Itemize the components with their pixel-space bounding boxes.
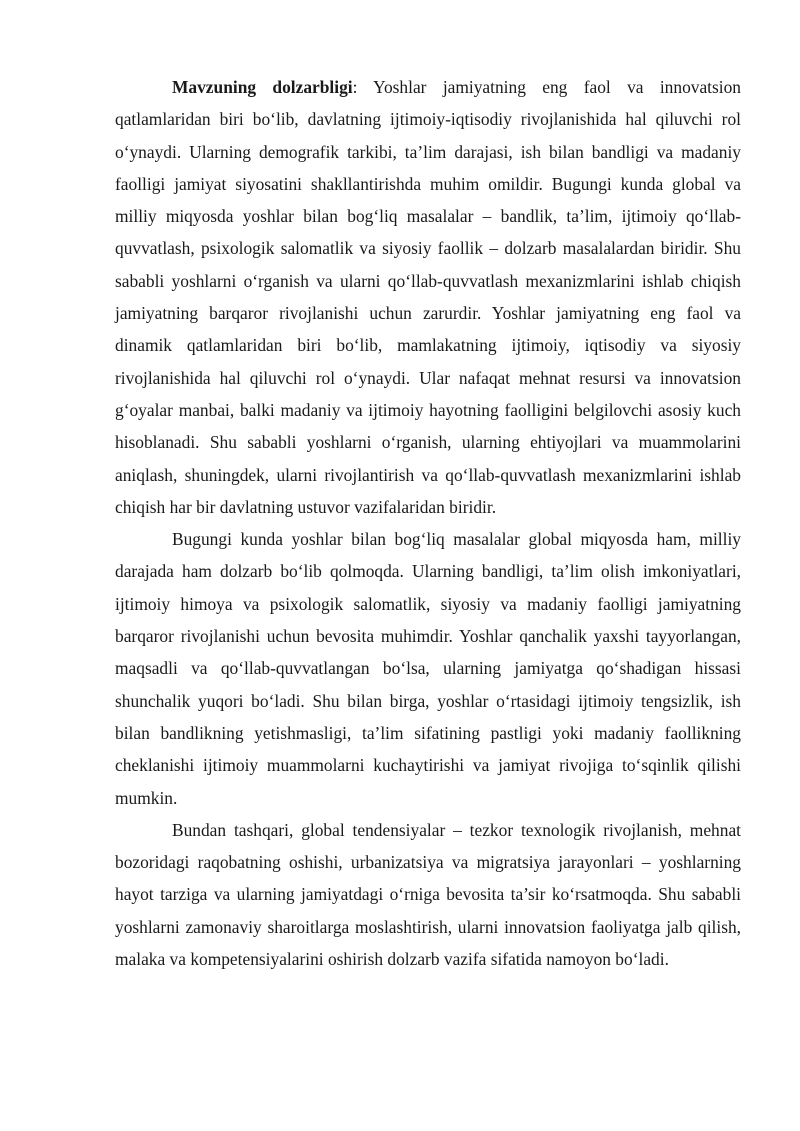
paragraph-1-text: Yoshlar jamiyatning eng faol va innovatsion qatlamlaridan biri bo‘lib, davlatning ijtimoiy-iqtisodiy rivojlanishida hal qiluvchi rol o‘ynaydi. Ularning demografik tarkibi, ta’lim darajasi, ish bilan bandligi va madaniy faolligi jamiyat siyosatini shakllantirishda muhim omildir. Bugungi kunda global va milliy miqyosda yoshlar bilan bog‘liq masalalar – bandlik, ta’lim, ijtimoiy qo‘llab-quvvatlash, psixologik salomatlik va siyosiy faollik – dolzarb masalalardan biridir. Shu sababli yoshlarni o‘rganish va ularni qo‘llab-quvvatlash mexanizmlarini ishlab chiqish jamiyatning barqaror rivojlanishi uchun zarurdir. Yoshlar jamiyatning eng faol va dinamik qatlamlaridan biri bo‘lib, mamlakatning ijtimoiy, iqtisodiy va siyosiy rivojlanishida hal qiluvchi rol o‘ynaydi. Ular nafaqat mehnat resursi va innovatsion g‘oyalar manbai, balki madaniy va ijtimoiy hayotning faolligini belgilovchi asosiy kuch hisoblanadi. Shu sababli yoshlarni o‘rganish, ularning ehtiyojlari va muammolarini aniqlash, shuningdek, ularni rivojlantirish va qo‘llab-quvvatlash mexanizmlarini ishlab chiqish har bir davlatning ustuvor vazifalaridan biridir. — [115, 77, 741, 517]
heading-colon: : — [352, 77, 358, 97]
paragraph-2: Bugungi kunda yoshlar bilan bog‘liq masalalar global miqyosda ham, milliy darajada ham dolzarb bo‘lib qolmoqda. Ularning bandligi, ta’lim olish imkoniyatlari, ijtimoiy himoya va psixologik salomatlik, siyosiy va madaniy faolligi jamiyatning barqaror rivojlanishi uchun bevosita muhimdir. Yoshlar qanchalik yaxshi tayyorlangan, maqsadli va qo‘llab-quvvatlangan bo‘lsa, ularning jamiyatga qo‘shadigan hissasi shunchalik yuqori bo‘ladi. Shu bilan birga, yoshlar o‘rtasidagi ijtimoiy tengsizlik, ish bilan bandlikning yetishmasligi, ta’lim sifatining pastligi yoki madaniy faollikning cheklanishi ijtimoiy muammolarni kuchaytirishi va jamiyat rivojiga to‘sqinlik qilishi mumkin. — [115, 529, 741, 808]
document-page — [115, 71, 741, 975]
paragraph-3: Bundan tashqari, global tendensiyalar – tezkor texnologik rivojlanish, mehnat bozoridagi raqobatning oshishi, urbanizatsiya va migratsiya jarayonlari – yoshlarning hayot tarziga va ularning jamiyatdagi o‘rniga bevosita ta’sir ko‘rsatmoqda. Shu sababli yoshlarni zamonaviy sharoitlarga moslashtirish, ularni innovatsion faoliyatga jalb qilish, malaka va kompetensiyalarini oshirish dolzarb vazifa sifatida namoyon bo‘ladi. — [115, 819, 741, 970]
section-heading-term: Mavzuning dolzarbligi — [172, 77, 353, 97]
paragraph-relevance — [115, 71, 741, 523]
